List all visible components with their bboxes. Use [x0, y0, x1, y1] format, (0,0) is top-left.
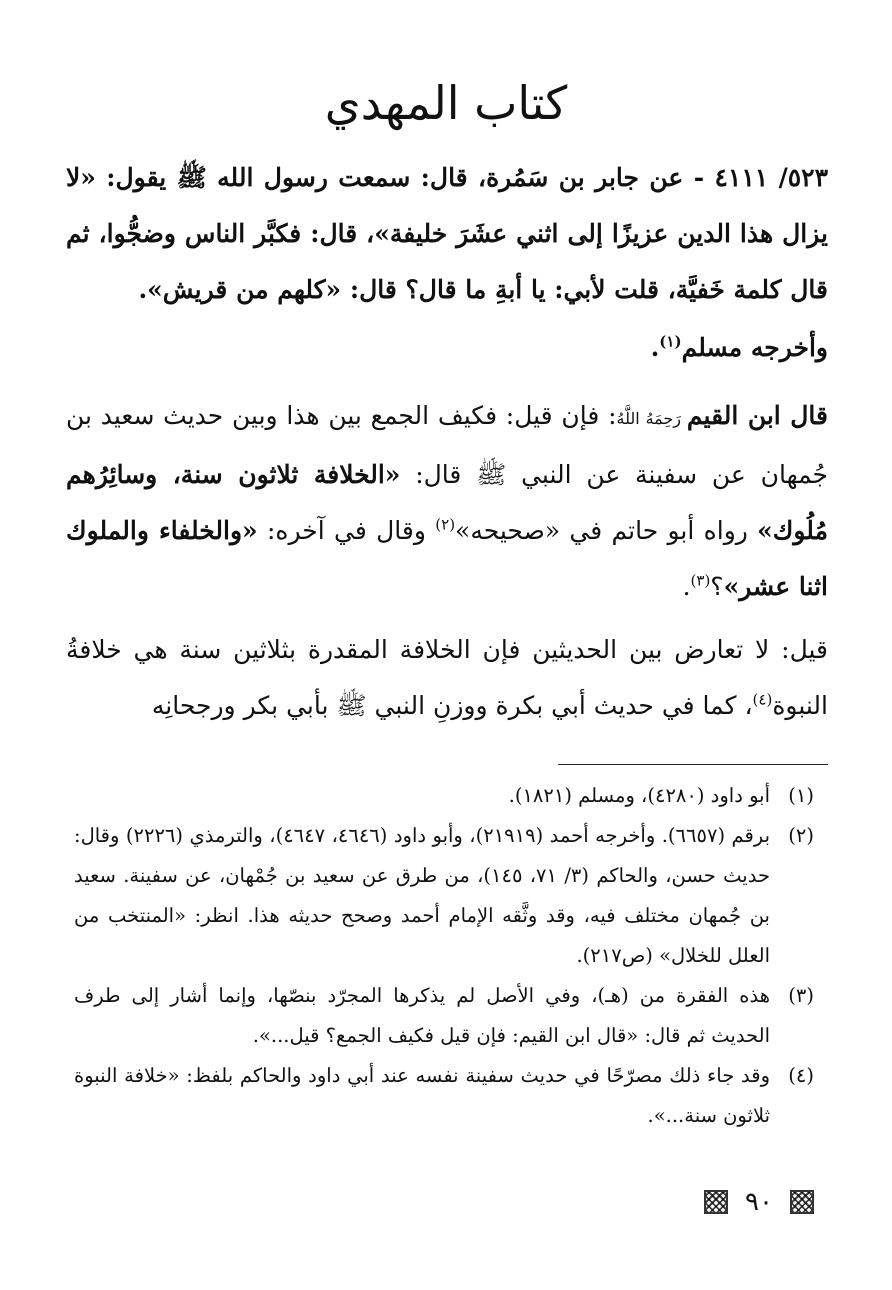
- hadith-number: ٥٢٣/ ٤١١١: [714, 163, 829, 192]
- honorific: رَحِمَهُ اللَّهُ: [616, 409, 687, 428]
- footnote-ref-2[interactable]: (٢): [435, 515, 456, 534]
- takhrij-paragraph: [66, 320, 828, 376]
- question-mark: ؟: [710, 572, 724, 601]
- footnote-number: (٤): [788, 1064, 814, 1087]
- footnote-text: أبو داود (٤٢٨٠)، ومسلم (١٨٢١).: [508, 784, 770, 807]
- ornament-icon: [790, 1190, 814, 1214]
- hadith-text: - عن جابر بن سَمُرة، قال: سمعت رسول الله ﷺ يقول: «لا يزال هذا الدين عزيزًا إلى اثني عشَرَ خليفة»، قال: فكبَّر الناس وضجُّوا، ثم قال كلمة خَفيَّة، قلت لأبي: يا أبةِ ما قال؟ قال: «كلهم من قريش».: [66, 163, 828, 304]
- footnote-text: وقد جاء ذلك مصرّحًا في حديث سفينة نفسه عند أبي داود والحاكم بلفظ: «خلافة النبوة ثلاثون سنة...».: [74, 1064, 770, 1127]
- footnote-1: [74, 776, 814, 816]
- footnote-2: [74, 816, 814, 976]
- answer-paragraph: [66, 622, 828, 734]
- ornament-icon: [704, 1190, 728, 1214]
- hadith-paragraph: [66, 150, 828, 318]
- footnote-ref-4[interactable]: (٤): [752, 690, 773, 709]
- footnote-text: هذه الفقرة من (هـ)، وفي الأصل لم يذكرها المجرّد بنصّها، وإنما أشار إلى طرف الحديث ثم قال: «قال ابن القيم: فإن قيل فكيف الجمع؟ قيل...».: [74, 984, 770, 1047]
- footnote-text: برقم (٦٦٥٧). وأخرجه أحمد (٢١٩١٩)، وأبو داود (٤٦٤٦، ٤٦٤٧)، والترمذي (٢٢٢٦) وقال: حديث حسن، والحاكم (٣/ ٧١، ١٤٥)، من طرق عن سعيد بن جُمْهان، عن سفينة. سعيد بن جُمهان مختلف فيه، وقد وثَّقه الإمام أحمد وصحح حديثه هذا. انظر: «المنتخب من العلل للخلال» (ص٢١٧).: [74, 824, 770, 967]
- answer-text-1: قيل: لا تعارض بين الحديثين فإن الخلافة المقدرة بثلاثين سنة هي خلافةُ النبوة: [66, 635, 828, 720]
- footnote-3: [74, 976, 814, 1056]
- page-number: ٩٠: [745, 1187, 773, 1217]
- footnote-number: (١): [788, 784, 814, 807]
- footnote-ref-1[interactable]: (١): [659, 332, 682, 351]
- chapter-title: كتاب المهدي: [324, 76, 568, 130]
- page-footer: [704, 1184, 814, 1220]
- quote-khulafa: «والخلفاء والملوك اثنا عشر»: [66, 516, 828, 601]
- quote-khilafa: «الخلافة ثلاثون سنة، وسائِرُهم مُلُوك»: [66, 460, 828, 545]
- ibn-qayyim-paragraph: [66, 388, 828, 615]
- answer-text-2: ، كما في حديث أبي بكرة ووزنِ النبي ﷺ بأبي بكر ورجحانِه: [151, 691, 753, 720]
- addition-text: وقال في آخره:: [257, 516, 436, 545]
- takhrij-end: .: [650, 333, 660, 362]
- speaker-name: قال ابن القيم: [686, 401, 828, 430]
- footnote-4: [74, 1056, 814, 1136]
- narration-text: رواه أبو حاتم في «صحيحه»: [455, 516, 758, 545]
- footnote-ref-3[interactable]: (٣): [690, 571, 711, 590]
- paragraph-end: .: [682, 572, 691, 601]
- footnotes: [74, 776, 814, 1136]
- footnote-divider: [558, 764, 828, 765]
- question-text: : فإن قيل: فكيف الجمع بين هذا وبين حديث سعيد بن جُمهان عن سفينة عن النبي ﷺ قال:: [66, 401, 828, 489]
- takhrij-text: وأخرجه مسلم: [681, 333, 828, 362]
- footnote-number: (٢): [788, 824, 814, 847]
- footnote-number: (٣): [788, 984, 814, 1007]
